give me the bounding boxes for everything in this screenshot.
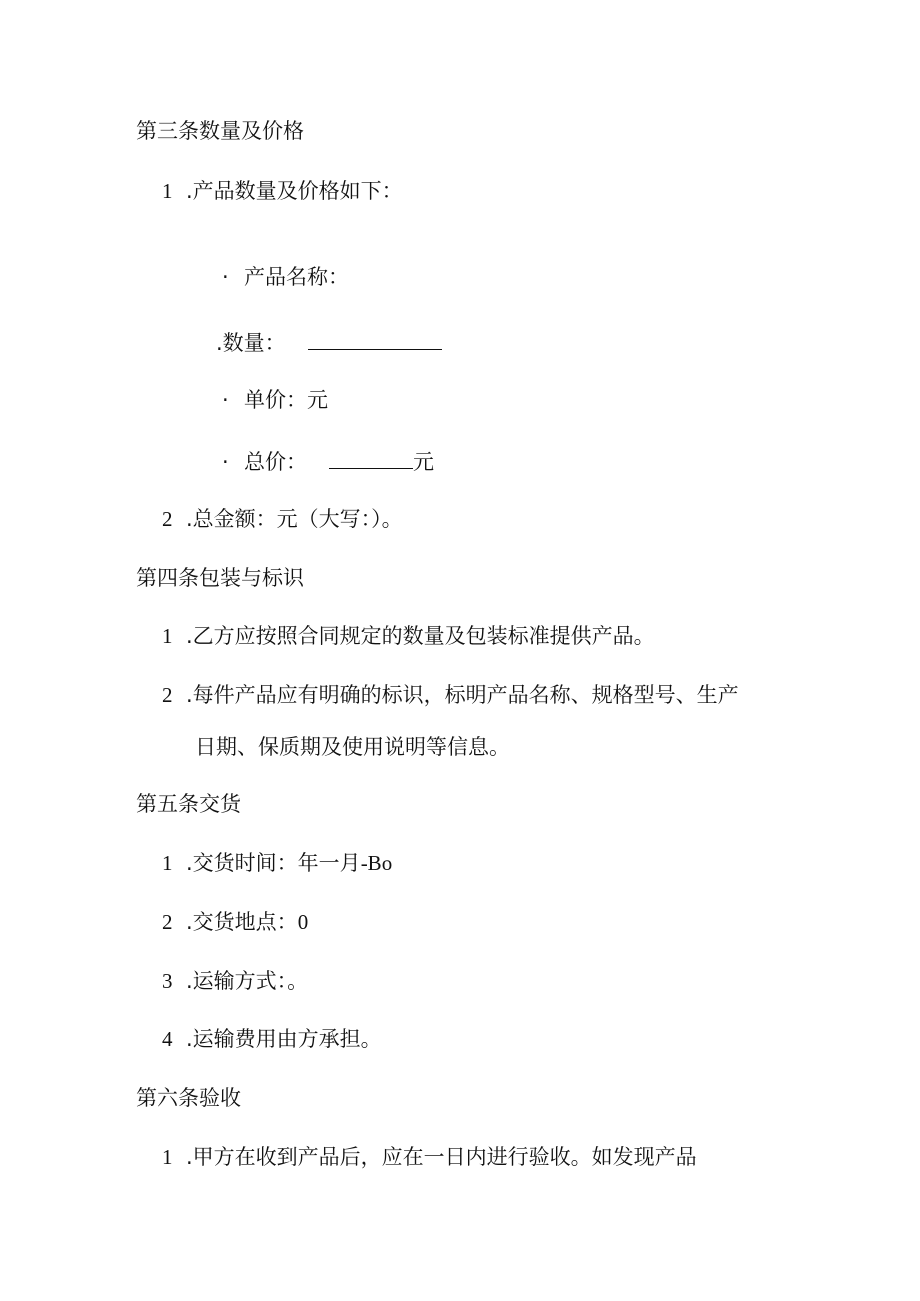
item-text: .产品数量及价格如下： bbox=[186, 179, 403, 203]
article4-item1 bbox=[162, 622, 655, 650]
item-number: 1 bbox=[162, 851, 173, 875]
total-price-unit: 元 bbox=[413, 450, 434, 474]
item-text: .运输费用由方承担。 bbox=[186, 1027, 382, 1051]
total-price-blank bbox=[329, 446, 413, 469]
article4-item2-line2 bbox=[195, 733, 510, 761]
item-number: 1 bbox=[162, 1145, 173, 1169]
item-text-continued: 日期、保质期及使用说明等信息。 bbox=[195, 735, 510, 759]
article6-heading bbox=[136, 1084, 241, 1112]
total-price-label: 总价： bbox=[244, 450, 307, 474]
article3-heading bbox=[136, 117, 304, 145]
item-text: .乙方应按照合同规定的数量及包装标准提供产品。 bbox=[186, 624, 655, 648]
quantity-blank bbox=[308, 327, 442, 350]
article4-item2-line1 bbox=[162, 681, 739, 709]
item-text-tail: 0 bbox=[297, 910, 309, 934]
item-number: 3 bbox=[162, 969, 173, 993]
item-number: 2 bbox=[162, 507, 173, 531]
article3-quantity bbox=[216, 327, 442, 357]
item-number: 2 bbox=[162, 683, 173, 707]
bullet-icon: · bbox=[222, 450, 229, 474]
item-text: .交货地点： bbox=[186, 910, 298, 934]
item-number: 1 bbox=[162, 624, 173, 648]
item-text-tail: -Bo bbox=[360, 851, 393, 875]
article4-heading-text: 第四条包装与标识 bbox=[136, 566, 304, 590]
item-text: .甲方在收到产品后，应在一日内进行验收。如发现产品 bbox=[186, 1145, 697, 1169]
unit-price-label: 单价：元 bbox=[244, 388, 328, 412]
article3-unit-price bbox=[222, 386, 328, 414]
article4-heading bbox=[136, 564, 304, 592]
item-text: .运输方式：。 bbox=[186, 969, 309, 993]
product-name-label: 产品名称： bbox=[244, 265, 349, 289]
item-text: .总金额：元（大写：）。 bbox=[186, 507, 403, 531]
article5-item4 bbox=[162, 1025, 382, 1053]
article3-product-name bbox=[222, 263, 349, 291]
article5-item2 bbox=[162, 908, 308, 936]
item-text: .每件产品应有明确的标识，标明产品名称、规格型号、生产 bbox=[186, 683, 739, 707]
article3-item1 bbox=[162, 177, 403, 205]
quantity-label: .数量： bbox=[216, 331, 286, 355]
article5-item1 bbox=[162, 849, 392, 877]
article6-heading-text: 第六条验收 bbox=[136, 1086, 241, 1110]
article3-total-price bbox=[222, 446, 434, 476]
bullet-icon: · bbox=[222, 265, 229, 289]
article3-item2 bbox=[162, 505, 403, 533]
article5-heading-text: 第五条交货 bbox=[136, 792, 241, 816]
item-number: 2 bbox=[162, 910, 173, 934]
item-number: 1 bbox=[162, 179, 173, 203]
article5-item3 bbox=[162, 967, 308, 995]
article6-item1 bbox=[162, 1143, 697, 1171]
item-number: 4 bbox=[162, 1027, 173, 1051]
article5-heading bbox=[136, 790, 241, 818]
item-text: .交货时间：年一月 bbox=[186, 851, 361, 875]
bullet-icon: · bbox=[222, 388, 229, 412]
article3-heading-text: 第三条数量及价格 bbox=[136, 119, 304, 143]
